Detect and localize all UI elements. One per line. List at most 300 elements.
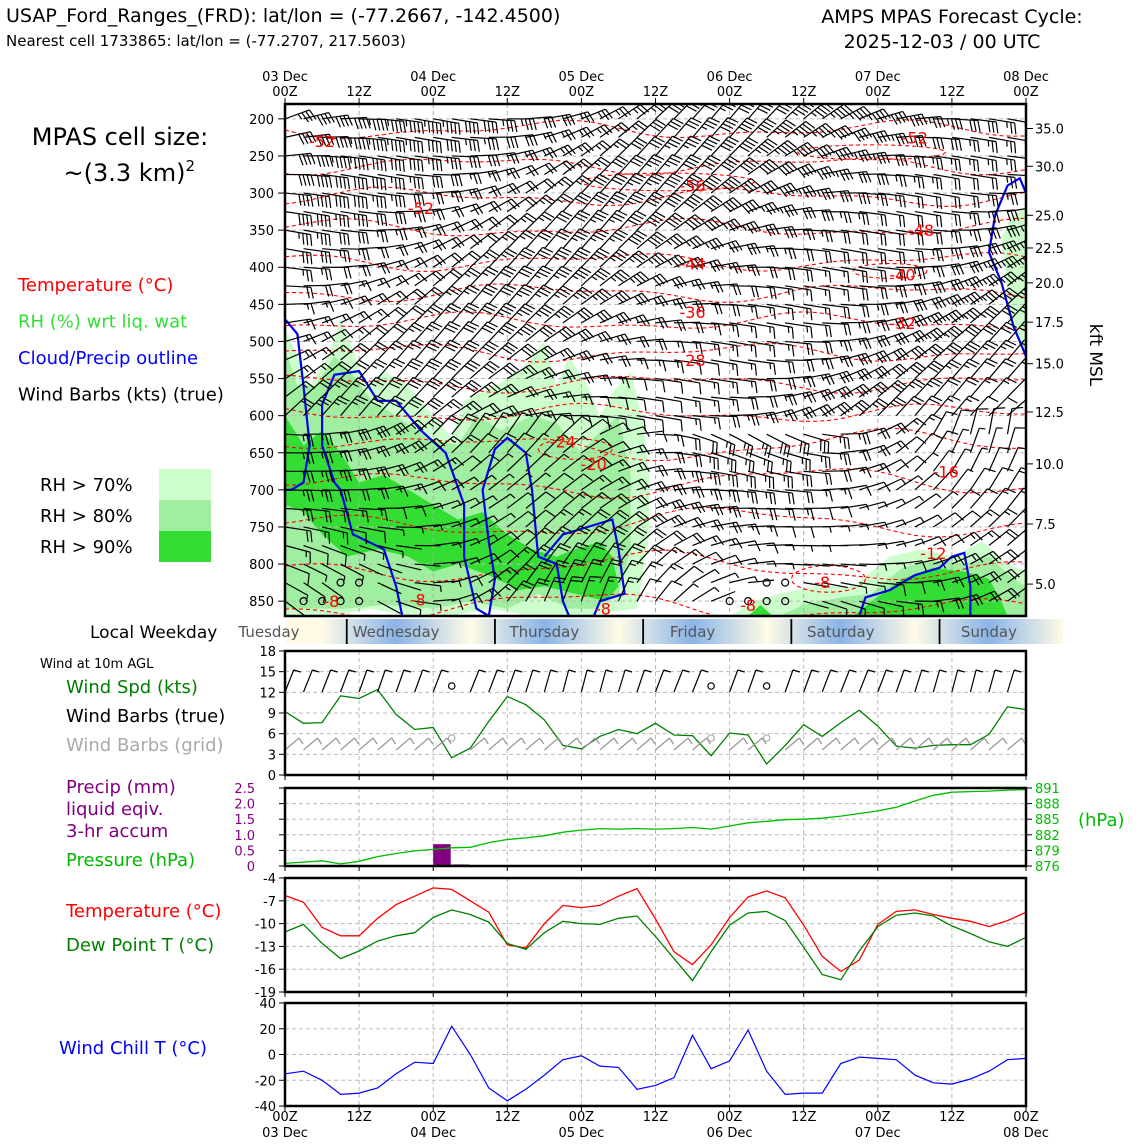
true-wind-barb (378, 670, 386, 692)
wind-barb-flag (811, 360, 814, 371)
wind-barb-flag (373, 139, 375, 150)
wind-barb-flag (996, 160, 997, 171)
wind-barb-flag (677, 320, 681, 331)
wind-barb-flag (707, 139, 717, 144)
wind-barb-flag (770, 509, 773, 520)
wind-barb-flag (881, 174, 884, 185)
wind-barb-half (598, 112, 602, 117)
wind-barb-flag (307, 252, 308, 263)
wind-barb-flag (381, 231, 384, 242)
wind-barb-flag (672, 155, 682, 160)
wind-barb-flag (825, 457, 826, 468)
wind-barb-half (321, 269, 322, 275)
precip-panel-label: Precip (mm) (66, 777, 176, 798)
grid-wind-barb (507, 738, 521, 750)
wind-barb-flag (385, 160, 386, 171)
y-label-right: 25.0 (1035, 209, 1064, 224)
wind-barb-flag (941, 178, 942, 189)
wind-barb-staff (1007, 192, 1033, 193)
wind-barb-flag (470, 139, 472, 150)
wind-barb-half (784, 412, 787, 417)
cell-size-label: MPAS cell size: (32, 123, 208, 151)
wind-barb-flag (941, 138, 944, 149)
wind-barb-flag (663, 401, 664, 412)
wind-barb-flag (321, 251, 322, 262)
wind-barb-flag (844, 212, 847, 223)
wind-barb-flag (974, 140, 976, 151)
wind-barb-flag (747, 444, 749, 455)
wind-barb-flag (709, 136, 719, 141)
wind-barb-half (608, 581, 614, 582)
wind-barb-flag (426, 346, 436, 351)
wind-barb-flag (899, 234, 900, 245)
wind-barb-flag (718, 282, 723, 292)
wind-barb-flag (381, 119, 384, 130)
wind-barb-half (573, 276, 578, 279)
wind-barb-half (964, 365, 969, 368)
wind-barb-flag (826, 359, 830, 370)
wind-barb-half (1003, 491, 1009, 494)
true-wind-barb-feather (904, 670, 911, 672)
wind-barb-flag (885, 271, 886, 282)
wind-barb-flag (556, 272, 566, 277)
calm-wind-circle-grid (708, 735, 714, 741)
wind-barb-flag (574, 235, 584, 240)
wind-barb-flag (598, 210, 608, 215)
wind-barb-flag (1011, 194, 1014, 205)
wind-barb-flag (955, 248, 958, 259)
wind-barb-flag (700, 419, 701, 430)
wind-barb-half (379, 295, 383, 300)
wind-barb-half (885, 587, 886, 593)
grid-wind-barb (359, 738, 373, 750)
grid-wind-barb (656, 738, 670, 750)
wind-barb-flag (667, 180, 677, 185)
wind-barb-half (332, 157, 333, 163)
temperature-contour-label: -52 (309, 132, 335, 151)
wind-barb-flag (733, 305, 736, 316)
wind-barb-flag (770, 397, 773, 408)
x-time-label-top: 00Z (717, 85, 743, 100)
wind-barb-flag (377, 139, 379, 150)
wind-barb-half (963, 429, 969, 430)
wind-barb-flag (707, 121, 717, 126)
y-label-right: 17.5 (1035, 316, 1064, 331)
wind-barb-half (892, 135, 894, 141)
wind-barb-flag (663, 381, 665, 392)
temperature-contour-label: -12 (920, 544, 946, 563)
wind-barb-flag (325, 176, 327, 187)
wind-barb-flag (752, 508, 755, 519)
wind-barb-half (651, 108, 656, 112)
wind-barb-flag (770, 246, 774, 257)
wind-barb-flag (577, 213, 587, 218)
wind-barb-flag (1015, 160, 1016, 171)
x-time-label-top: 12Z (495, 85, 521, 100)
wind-barb-flag (741, 105, 751, 110)
x-time-label-bottom: 12Z (495, 1110, 521, 1125)
wind-barb-flag (760, 105, 770, 110)
wind-barb-half (929, 417, 935, 420)
wind-barb-flag (482, 291, 492, 296)
wind-barb-flag (704, 142, 714, 147)
wind-barb-flag (377, 119, 380, 130)
wind-barb-flag (885, 195, 887, 206)
grid-wind-barb-feather (299, 738, 303, 744)
wind-barb-flag (373, 177, 374, 188)
wind-barb-flag (700, 383, 701, 394)
wind-barb-flag (903, 216, 904, 227)
grid-wind-barb-feather (410, 738, 414, 744)
wind-barb-flag (524, 285, 534, 290)
wind-barb-flag (363, 249, 366, 260)
wind-barb-flag (863, 213, 865, 224)
wind-barb-flag (617, 192, 627, 197)
wind-barb-flag (961, 410, 972, 411)
wind-barb-flag (451, 359, 461, 364)
wind-barb-flag (649, 161, 659, 166)
wind-barb-flag (792, 327, 793, 338)
wind-barb-flag (488, 155, 491, 166)
x-time-label-top: 00Z (865, 85, 891, 100)
grid-wind-barb (304, 738, 318, 750)
wind-barb-half (933, 250, 934, 256)
wind-barb-flag (336, 176, 338, 187)
y-label-right: 5.0 (1035, 578, 1056, 593)
wind-barb-half (305, 351, 309, 356)
wind-barb-flag (354, 158, 356, 169)
wind-barb-flag (978, 121, 980, 132)
wind-barb-staff (989, 468, 1003, 490)
true-wind-barb (637, 670, 644, 692)
wind-barb-flag (381, 309, 389, 317)
wind-barb-flag (922, 157, 925, 168)
wind-barb-staff (933, 431, 947, 453)
wind-barb-flag (400, 213, 402, 224)
cross-section-legend (17, 275, 224, 406)
wind-barb-flag (628, 220, 638, 225)
wind-barb-flag (966, 380, 976, 385)
rh-legend-label: RH > 70% (40, 475, 133, 496)
wind-barb-flag (325, 234, 326, 245)
wind-barb-flag (755, 364, 756, 375)
wind-barb-flag (381, 159, 382, 170)
wind-barb-flag (750, 446, 752, 457)
wind-barb-flag (904, 302, 908, 313)
wind-barb-flag (723, 143, 733, 148)
wind-barb-half (702, 127, 708, 130)
wind-barb-flag (937, 250, 939, 261)
wind-barb-half (672, 502, 675, 507)
wind-barb-half (783, 459, 784, 465)
wind-barb-flag (844, 454, 846, 465)
x-date-label-top: 07 Dec (855, 70, 901, 85)
wind-barb-flag (422, 178, 423, 189)
wind-barb-flag (918, 251, 920, 262)
wind-barb-half (447, 404, 452, 408)
wind-barb-half (590, 219, 596, 222)
wind-barb-flag (974, 178, 975, 189)
wind-barb-flag (848, 308, 850, 319)
wind-barb-flag (885, 235, 886, 246)
wind-barb-flag (992, 195, 994, 206)
wind-barb-flag (410, 140, 411, 151)
wind-barb-flag (344, 233, 345, 244)
wind-barb-flag (1033, 123, 1034, 134)
grid-wind-barb-feather (670, 738, 674, 744)
wind-barb-half (896, 175, 897, 181)
wind-barb-half (595, 163, 600, 166)
y-label-left: 700 (249, 484, 274, 499)
wind-barb-flag (733, 263, 738, 273)
wind-barb-flag (848, 488, 852, 499)
wind-barb-half (592, 276, 597, 279)
wind-barb-flag (978, 197, 979, 208)
wind-barb-half (826, 490, 827, 496)
wind-barb-flag (681, 435, 683, 446)
calm-wind-circle-grid (763, 735, 769, 741)
wind-barb-flag (344, 251, 346, 262)
wind-barb-half (445, 310, 450, 313)
wind-barb-flag (1029, 159, 1031, 170)
x-time-label-bottom: 00Z (865, 1110, 891, 1125)
cell-size-exponent: 2 (185, 157, 195, 175)
wind-barb-flag (1006, 359, 1016, 364)
wind-barb-flag (807, 270, 809, 281)
calm-wind-circle (782, 579, 789, 586)
x-time-label-top: 12Z (791, 85, 817, 100)
wind-barb-half (831, 133, 835, 138)
wind-barb-flag (793, 509, 796, 520)
wind-barb-half (429, 158, 430, 164)
wind-barb-half (596, 145, 601, 149)
wind-barb-flag (404, 121, 406, 132)
wind-barb-flag (941, 233, 943, 244)
grid-wind-barb (674, 738, 688, 750)
wind-barb-flag (362, 215, 363, 226)
wind-barb-flag (392, 362, 402, 367)
wind-barb-flag (503, 269, 513, 274)
wind-barb-flag (612, 198, 622, 203)
true-wind-barb (785, 670, 793, 692)
wind-barb-flag (807, 250, 809, 261)
wind-barb-flag (974, 532, 982, 540)
temperature-contour-label: -8 (323, 592, 339, 611)
wind-barb-half (971, 534, 975, 538)
x-time-label-top: 12Z (643, 85, 669, 100)
wind-barb-flag (862, 271, 863, 282)
wind-barb-half (762, 443, 764, 449)
wind-barb-flag (1003, 362, 1013, 367)
wind-barb-flag (500, 291, 510, 296)
wind-barb-flag (522, 288, 532, 293)
wind-barb-flag (355, 118, 359, 129)
wind-barb-flag (519, 291, 529, 296)
wind-barb-half (520, 236, 525, 239)
wind-barb-flag (426, 365, 436, 370)
wind-chill-panel (255, 997, 1049, 1140)
wind-barb-half (799, 189, 802, 194)
wind-barb-half (733, 400, 734, 406)
wind-barb-flag (538, 291, 548, 296)
wind-barb-flag (774, 493, 776, 504)
wind-barb-flag (1028, 270, 1037, 277)
wind-barb-flag (881, 234, 882, 245)
wind-barb-half (446, 292, 451, 295)
wind-barb-half (918, 604, 919, 610)
wind-barb-half (946, 299, 950, 304)
wind-barb-flag (429, 325, 439, 330)
wind-barb-flag (630, 198, 640, 203)
wind-barb-flag (844, 324, 846, 335)
grid-wind-barb (526, 738, 540, 750)
legend-entry: Temperature (°C) (17, 275, 173, 296)
wind-barb-half (408, 346, 414, 349)
y-label-left: 250 (249, 150, 274, 165)
wind-barb-flag (651, 158, 661, 163)
wind-barb-flag (681, 469, 685, 480)
wind-barb-half (970, 230, 972, 236)
wind-barb-flag (307, 234, 308, 245)
wind-barb-half (733, 382, 734, 388)
wind-barb-half (516, 294, 522, 297)
wind-barb-flag (807, 208, 812, 218)
wind-barb-flag (955, 119, 958, 130)
wind-barb-flag (844, 232, 846, 243)
wind-barb-flag (867, 193, 870, 204)
wind-barb-flag (418, 141, 419, 152)
wind-barb-flag (607, 375, 611, 385)
wind-barb-flag (1026, 256, 1034, 264)
wind-barb-flag (755, 524, 759, 535)
wind-barb-flag (896, 155, 900, 166)
wind-barb-flag (848, 324, 850, 335)
y-tick-label: -10 (255, 918, 276, 933)
wind-barb-half (543, 150, 546, 155)
true-wind-barb (304, 670, 313, 692)
wind-barb-half (951, 158, 952, 164)
wind-barb-flag (429, 343, 439, 348)
wind-barb-half (672, 519, 676, 524)
wind-barb-flag (455, 141, 456, 152)
wind-barb-flag (403, 260, 409, 270)
wind-barb-flag (478, 140, 480, 151)
wind-barb-flag (329, 532, 330, 543)
wind-barb-half (811, 113, 816, 117)
wind-barb-flag (348, 178, 350, 189)
wind-barb-flag (440, 160, 441, 171)
wind-barb-flag (987, 359, 997, 364)
wind-barb-flag (303, 233, 304, 244)
wind-barb-flag (404, 213, 406, 224)
wind-barb-flag (811, 492, 813, 503)
grid-wind-barb-feather (503, 738, 507, 744)
wind-barb-flag (448, 362, 458, 367)
wind-barb-half (914, 176, 915, 182)
wind-barb-flag (937, 215, 938, 226)
wind-barb-staff (896, 496, 919, 508)
wind-barb-half (1007, 176, 1008, 182)
wind-barb-half (946, 366, 951, 369)
wind-panel-label: Wind Barbs (true) (66, 706, 225, 727)
true-wind-barb (1007, 670, 1014, 692)
wind-barb-flag (487, 285, 497, 290)
x-time-label-top: 00Z (569, 85, 595, 100)
wind-barb-half (788, 345, 789, 351)
wind-barb-flag (1003, 343, 1013, 348)
wind-barb-flag (784, 228, 788, 238)
wind-barb-half (979, 428, 985, 429)
wind-barb-flag (336, 137, 339, 148)
temperature-contour-label: -28 (679, 351, 705, 370)
wind-barb-flag (667, 161, 677, 166)
wind-barb-flag (792, 345, 793, 356)
wind-barb-flag (467, 288, 477, 293)
wind-barb-flag (511, 137, 514, 148)
y-tick-label: -4 (263, 872, 276, 887)
grid-wind-barb (581, 738, 595, 750)
y-tick-label: 15 (259, 666, 276, 681)
grid-wind-barb-feather (521, 738, 525, 744)
wind-barb-flag (959, 179, 960, 190)
pressure-y-label: 891 (1035, 782, 1060, 797)
wind-barb-staff (915, 433, 932, 452)
wind-barb-flag (751, 244, 756, 254)
wind-barb-flag (672, 136, 682, 141)
wind-barb-flag (644, 379, 647, 390)
wind-barb-half (831, 113, 836, 117)
true-wind-barb (804, 670, 812, 692)
wind-barb-half (616, 110, 620, 115)
chill-panel-label: Wind Chill T (°C) (59, 1038, 207, 1059)
wind-barb-flag (996, 196, 998, 207)
y-tick-label: 3 (268, 748, 276, 763)
wind-barb-flag (881, 195, 883, 206)
wind-barb-half (988, 140, 989, 146)
wind-barb-flag (1011, 141, 1012, 152)
wind-barb-flag (484, 121, 486, 132)
wind-barb-half (770, 307, 771, 313)
wind-barb-flag (955, 139, 957, 150)
wind-barb-flag (733, 523, 738, 533)
calm-wind-circle (708, 683, 714, 689)
wind-barb-flag (811, 527, 814, 538)
wind-barb-half (825, 308, 826, 314)
true-wind-barb (470, 670, 479, 692)
wind-barb-flag (723, 124, 733, 129)
precip-panel-label: liquid eqiv. (66, 799, 163, 820)
wind-barb-flag (681, 402, 682, 413)
wind-barb-half (713, 537, 717, 542)
y-label-left: 500 (249, 335, 274, 350)
wind-barb-flag (367, 249, 370, 260)
true-wind-barb (507, 670, 515, 692)
wind-barb-half (965, 449, 971, 451)
wind-barb-flag (749, 460, 750, 471)
wind-barb-flag (974, 230, 977, 241)
wind-barb-flag (436, 122, 437, 133)
rh-legend-label: RH > 80% (40, 506, 133, 527)
wind-barb-flag (737, 365, 738, 376)
wind-barb-flag (756, 286, 759, 297)
x-time-label-bottom: 12Z (791, 1110, 817, 1125)
wind-barb-flag (966, 362, 976, 367)
wind-barb-flag (410, 362, 420, 367)
wind-barb-half (630, 278, 634, 282)
wind-barb-flag (774, 267, 777, 278)
true-wind-barb (693, 670, 702, 692)
wind-barb-flag (904, 286, 907, 297)
